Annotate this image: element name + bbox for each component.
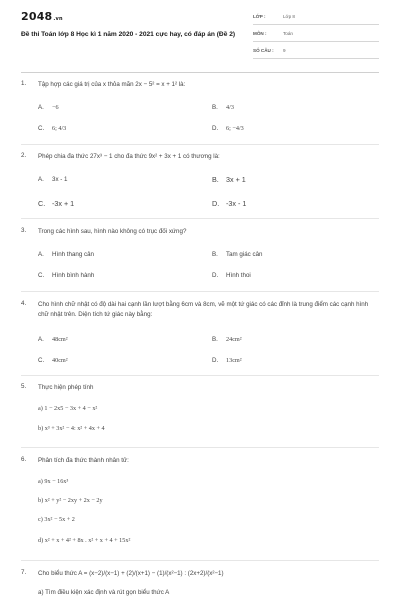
option-text: 6; 4/3 [52,125,67,132]
option-text: Hình thang cân [52,251,94,258]
option-letter: A. [38,336,44,343]
meta-row-subject [253,29,379,42]
option-letter: B. [212,104,218,111]
question-text: Cho biểu thức A = (x−2)/(x−1) + (2)/(x+1) − (1)/(x²−1) : (2x+2)/(x²−1) [38,570,224,577]
option-text: 4/3 [226,104,234,111]
sub-question-c: c) 3x² − 5x + 2 [38,516,75,523]
sub-question-a: a) 1 − 2x5 − 3x + 4 − x² [38,405,98,412]
option-text: -3x + 1 [52,199,75,208]
option-a[interactable] [38,336,68,343]
option-b[interactable] [212,251,262,258]
option-d[interactable] [212,199,246,208]
question-divider [21,560,379,561]
option-a[interactable] [38,176,67,183]
sub-question-b: b) x³ + 3x² − 4: x² + 4x + 4 [38,425,105,432]
question-divider [21,291,379,292]
option-d[interactable] [212,357,242,364]
logo-suffix: .vn [53,16,63,22]
meta-row-count [253,46,379,59]
option-text: -3x - 1 [226,199,247,208]
option-d[interactable] [212,272,251,279]
option-letter: C. [38,357,45,364]
question-divider [21,218,379,219]
option-a[interactable] [38,251,94,258]
option-letter: D. [212,125,219,132]
meta-label: LỚP : [253,14,266,19]
option-d[interactable] [212,125,244,132]
option-letter: A. [38,251,44,258]
option-text: Hình thoi [226,272,251,279]
question-text: Thực hiện phép tính [38,384,94,391]
option-text: 3x - 1 [52,176,68,183]
document-header [0,0,400,68]
site-logo[interactable] [21,10,63,23]
document-title: Đề thi Toán lớp 8 Học kì 1 năm 2020 - 2021 cực hay, có đáp án (Đề 2) [21,31,236,38]
question-divider [21,375,379,376]
option-text: 13cm² [226,357,242,364]
question-divider [21,447,379,448]
question-text: Trong các hình sau, hình nào không có trục đối xứng? [38,228,187,235]
header-divider [21,72,379,73]
option-c[interactable] [38,357,68,364]
option-a[interactable] [38,104,59,111]
option-letter: C. [38,199,46,208]
option-letter: A. [38,176,44,183]
meta-value: 9 [283,48,286,53]
option-letter: B. [212,336,218,343]
question-number: 2. [21,152,27,159]
option-letter: B. [212,251,218,258]
question-number: 5. [21,383,27,390]
option-text: 24cm² [226,336,242,343]
question-text: Cho hình chữ nhật có độ dài hai cạnh lần lượt bằng 6cm và 8cm, vẽ một tứ giác có các đỉnh là trung điểm các cạnh hình chữ nhật trên. Diện tích tứ giác này bằng: [38,301,369,318]
option-letter: C. [38,272,45,279]
option-letter: D. [212,357,219,364]
sub-question-a: a) 9x − 16x³ [38,478,69,485]
meta-row-class [253,12,379,25]
option-text: Hình bình hành [52,272,95,279]
question-number: 7. [21,569,27,576]
option-c[interactable] [38,272,94,279]
option-b[interactable] [212,175,246,184]
question-text: Phân tích đa thức thành nhân tử: [38,457,129,464]
option-text: 48cm² [52,336,68,343]
sub-question-b: b) x² + y² − 2xy + 2x − 2y [38,497,103,504]
option-letter: A. [38,104,44,111]
option-text: 40cm² [52,357,68,364]
question-text: Phép chia đa thức 27x³ − 1 cho đa thức 9x² + 3x + 1 có thương là: [38,153,220,160]
question-text: Tập hợp các giá trị của x thỏa mãn 2x − 5² = x + 1² là: [38,81,186,88]
meta-label: MÔN : [253,31,267,36]
option-letter: B. [212,175,219,184]
option-text: −6 [52,104,59,111]
option-text: 6; −4/3 [226,125,244,132]
question-number: 1. [21,80,27,87]
option-letter: C. [38,125,45,132]
option-letter: D. [212,272,219,279]
option-letter: D. [212,199,220,208]
option-b[interactable] [212,336,242,343]
meta-label: SỐ CÂU : [253,48,274,53]
option-c[interactable] [38,125,66,132]
sub-question-a: a) Tìm điều kiện xác định và rút gọn biểu thức A [38,589,170,596]
sub-question-d: d) x² + x + 4² + 8x . x² + x + 4 + 15x² [38,537,131,544]
question-number: 4. [21,300,27,307]
meta-value: Toán [283,31,293,36]
option-text: Tam giác cân [226,251,263,258]
option-b[interactable] [212,104,234,111]
question-number: 3. [21,227,27,234]
question-number: 6. [21,456,27,463]
logo-text: 2048 [21,10,53,23]
meta-box [253,12,379,63]
option-text: 3x + 1 [226,175,246,184]
question-divider [21,144,379,145]
meta-value: Lớp 8 [283,14,295,19]
option-c[interactable] [38,199,74,208]
